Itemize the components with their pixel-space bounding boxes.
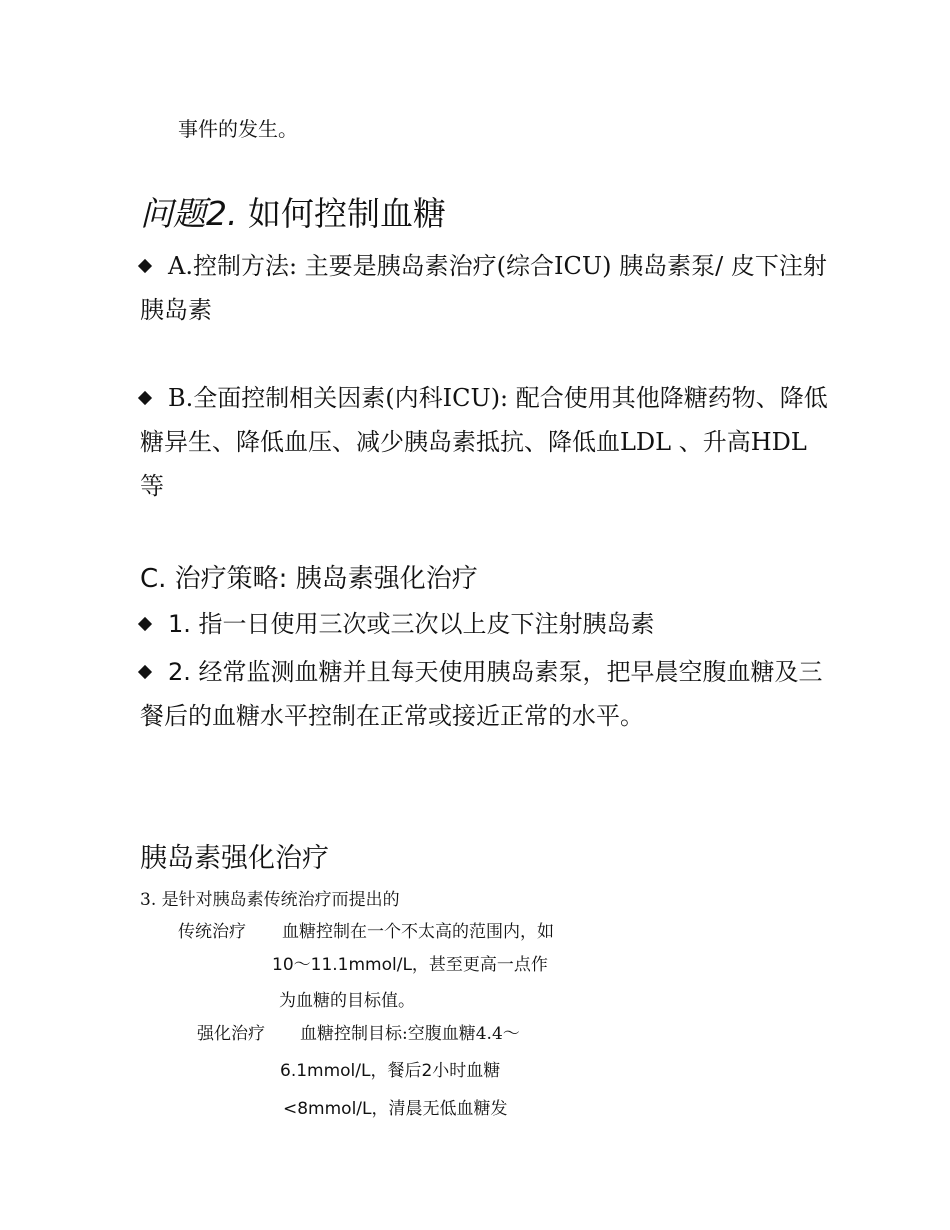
strategy-item-2-text: 2. 经常监测血糖并且每天使用胰岛素泵，把早晨空腹血糖及三餐后的血糖水平控制在正常或接近正常的水平。 [140, 658, 823, 730]
diamond-bullet-icon [138, 665, 152, 679]
item-a-text: A.控制方法: 主要是胰岛素治疗(综合ICU) 胰岛素泵/ 皮下注射胰岛素 [140, 252, 827, 324]
diamond-bullet-icon [138, 617, 152, 631]
item-b-text: B.全面控制相关因素(内科ICU): 配合使用其他降糖药物、降低糖异生、降低血压、减少胰岛素抵抗、降低血LDL 、升高HDL等 [140, 384, 828, 500]
diamond-bullet-icon [138, 391, 152, 405]
traditional-line-1: 血糖控制在一个不太高的范围内，如 [282, 922, 554, 942]
traditional-line-3: 为血糖的目标值。 [279, 991, 415, 1011]
intro-line: 3. 是针对胰岛素传统治疗而提出的 [140, 890, 400, 910]
intensive-line-1: 血糖控制目标:空腹血糖4.4～ [300, 1024, 520, 1044]
intensive-label: 强化治疗 [197, 1024, 265, 1044]
question-label: 问题2. [140, 194, 238, 233]
traditional-label: 传统治疗 [178, 922, 246, 942]
intensive-line-2: 6.1mmol/L，餐后2小时血糖 [280, 1061, 501, 1081]
strategy-item-1 [140, 602, 830, 646]
question-title: 如何控制血糖 [237, 194, 446, 233]
strategy-item-1-text: 1. 指一日使用三次或三次以上皮下注射胰岛素 [168, 610, 655, 638]
diamond-bullet-icon [138, 259, 152, 273]
question-heading [140, 188, 446, 235]
traditional-line-2: 10～11.1mmol/L，甚至更高一点作 [272, 955, 548, 975]
strategy-item-2 [140, 650, 830, 738]
intensive-line-3: <8mmol/L，清晨无低血糖发 [283, 1099, 508, 1119]
strategy-heading: C. 治疗策略: 胰岛素强化治疗 [140, 564, 478, 594]
previous-paragraph-tail: 事件的发生。 [178, 117, 298, 141]
bullet-item-a [140, 244, 830, 332]
section-heading: 胰岛素强化治疗 [140, 843, 329, 874]
bullet-item-b [140, 376, 830, 508]
